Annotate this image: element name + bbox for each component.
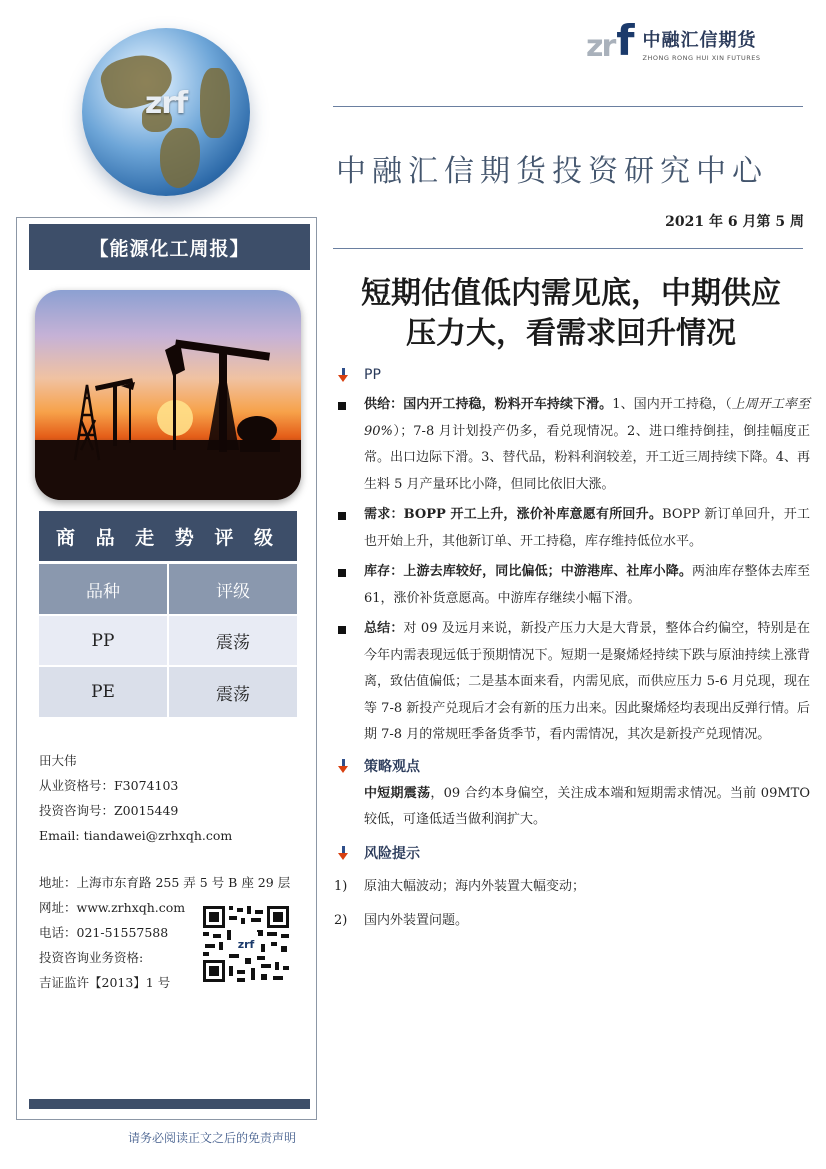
brand-name-en: ZHONG RONG HUI XIN FUTURES (642, 54, 761, 62)
table-row (39, 615, 297, 666)
oil-pump-sunset-image (35, 290, 301, 500)
rating-product: PE (39, 666, 168, 717)
bullet-body: 两油库存整体去库至 61，涨价补货意愿高。中游库存继续小幅下滑。 (364, 564, 810, 606)
bullet-lead: 需求：BOPP 开工上升，涨价补库意愿有所回升。 (364, 507, 663, 522)
bullet-text (364, 616, 810, 749)
list-item-inventory (334, 559, 810, 612)
analyst-name: 田大伟 (39, 753, 77, 768)
globe-logo (82, 28, 250, 196)
list-item-text: 原油大幅波动；海内外装置大幅变动； (364, 878, 586, 894)
arrow-down-icon (336, 367, 352, 383)
section-heading-label: 策略观点 (364, 758, 420, 775)
sidebar (16, 217, 317, 1120)
list-item (334, 908, 810, 934)
section-heading-label: 风险提示 (364, 845, 420, 862)
header-divider (333, 106, 803, 107)
list-item-supply (334, 392, 810, 498)
list-item-text: 国内外装置问题。 (364, 912, 469, 928)
square-bullet-icon (338, 626, 346, 634)
list-number: 2) (334, 912, 348, 928)
svg-text:zrf: zrf (237, 938, 255, 951)
bullet-lead: 总结： (364, 621, 404, 636)
bullet-italic-note: 上周开工率至 90% (364, 397, 810, 439)
main-title-line: 短期估值低内需见底，中期供应 (361, 276, 781, 311)
list-item (334, 874, 810, 900)
arrow-down-icon (336, 758, 352, 774)
research-center-title: 中融汇信期货投资研究中心 (336, 154, 768, 189)
arrow-down-icon (336, 845, 352, 861)
brand-name-cn: 中融汇信期货 (642, 30, 757, 51)
bullet-lead: 供给：国内开工持稳，粉料开车持续下滑。 (364, 397, 613, 412)
list-item-summary (334, 616, 810, 749)
analyst-email: Email: tiandawei@zrhxqh.com (39, 828, 233, 843)
globe-logo-text: zrf (144, 86, 188, 121)
company-phone: 电话：021-51557588 (39, 925, 169, 940)
strategy-paragraph (364, 781, 810, 834)
brand-text (643, 26, 761, 62)
rating-table-header (39, 564, 297, 615)
report-main-title (326, 274, 816, 354)
list-item-demand (334, 502, 810, 555)
bullet-body: BOPP 新订单回升，开工也开始上升，其他新订单、开工持稳，库存维持低位水平。 (364, 507, 810, 549)
section-heading-risk (334, 840, 810, 866)
rating-product: PP (39, 615, 168, 666)
square-bullet-icon (338, 512, 346, 520)
bullet-text (364, 502, 810, 555)
section-heading-strategy (334, 753, 810, 779)
rating-section-title: 商 品 走 势 评 级 (39, 511, 297, 561)
rating-value: 震荡 (168, 615, 297, 666)
globe-landmass (200, 68, 230, 138)
brand-mark-f: f (616, 16, 635, 65)
disclaimer-note: 请务必阅读正文之后的免责声明 (128, 1131, 297, 1145)
section-heading-label: PP (364, 367, 381, 383)
rating-col-product: 品种 (39, 564, 168, 615)
square-bullet-icon (338, 402, 346, 410)
brand-logo (586, 16, 761, 65)
brand-mark-zr: zr (586, 29, 615, 64)
brand-mark (586, 16, 635, 65)
bullet-text (364, 392, 810, 498)
strategy-body: ，09 合约本身偏空，关注成本端和短期需求情况。当前 09MTO 较低，可逢低适当做利润扩大。 (364, 785, 810, 827)
sidebar-footer-bar (29, 1099, 310, 1109)
list-number: 1) (334, 878, 348, 894)
rating-value: 震荡 (168, 666, 297, 717)
section-heading-pp (334, 362, 810, 388)
bullet-text (364, 559, 810, 612)
qr-code-icon (201, 904, 291, 984)
table-row (39, 666, 297, 717)
rating-table (39, 564, 297, 717)
main-title-line: 压力大，看需求回升情况 (406, 316, 736, 351)
analyst-qualification: 从业资格号：F3074103 (39, 778, 179, 793)
report-body (334, 362, 810, 934)
bullet-body: 1、国内开工持稳，（ (612, 397, 732, 412)
company-license: 吉证监许【2013】1 号 (39, 975, 171, 990)
issue-date: 2021 年 6 月第 5 周 (665, 214, 804, 230)
globe-landmass (160, 128, 200, 188)
bullet-lead: 库存：上游去库较好，同比偏低；中游港库、社库小降。 (364, 564, 693, 579)
title-divider (333, 248, 803, 249)
analyst-contact (39, 748, 232, 848)
company-website: 网址：www.zrhxqh.com (39, 900, 186, 915)
bullet-body: ）；7-8 月计划投产仍多，看兑现情况。2、进口维持倒挂，倒挂幅度正常。出口边际下滑。3、替代品，粉料利润较差，开工近三周持续下降。4、再生料 5 月产量环比小降，但同比依旧大涨。 (364, 423, 810, 492)
bullet-body: 对 09 及远月来说，新投产压力大是大背景，整体合约偏空，特别是在今年内需表现远低于预期情况下。短期一是聚烯烃持续下跌与原油持续上涨背离，致估值偏低；二是基本面来看，内需见底，而供应压力 5-6 月兑现，现在等 7-8 新投产兑现后才会有新的压力出来。因此聚烯烃均表现出反弹行情。后期 7-8 月的常规旺季备货季节，看内需情况，其次是新投产兑现情况。 (364, 621, 810, 742)
analyst-consulting-id: 投资咨询号：Z0015449 (39, 803, 179, 818)
square-bullet-icon (338, 569, 346, 577)
rating-col-rating: 评级 (168, 564, 297, 615)
company-license-label: 投资咨询业务资格: (39, 950, 144, 965)
company-address: 地址：上海市东育路 255 弄 5 号 B 座 29 层 (39, 875, 291, 890)
report-type-banner: 【能源化工周报】 (29, 224, 310, 270)
strategy-lead: 中短期震荡 (364, 785, 431, 801)
